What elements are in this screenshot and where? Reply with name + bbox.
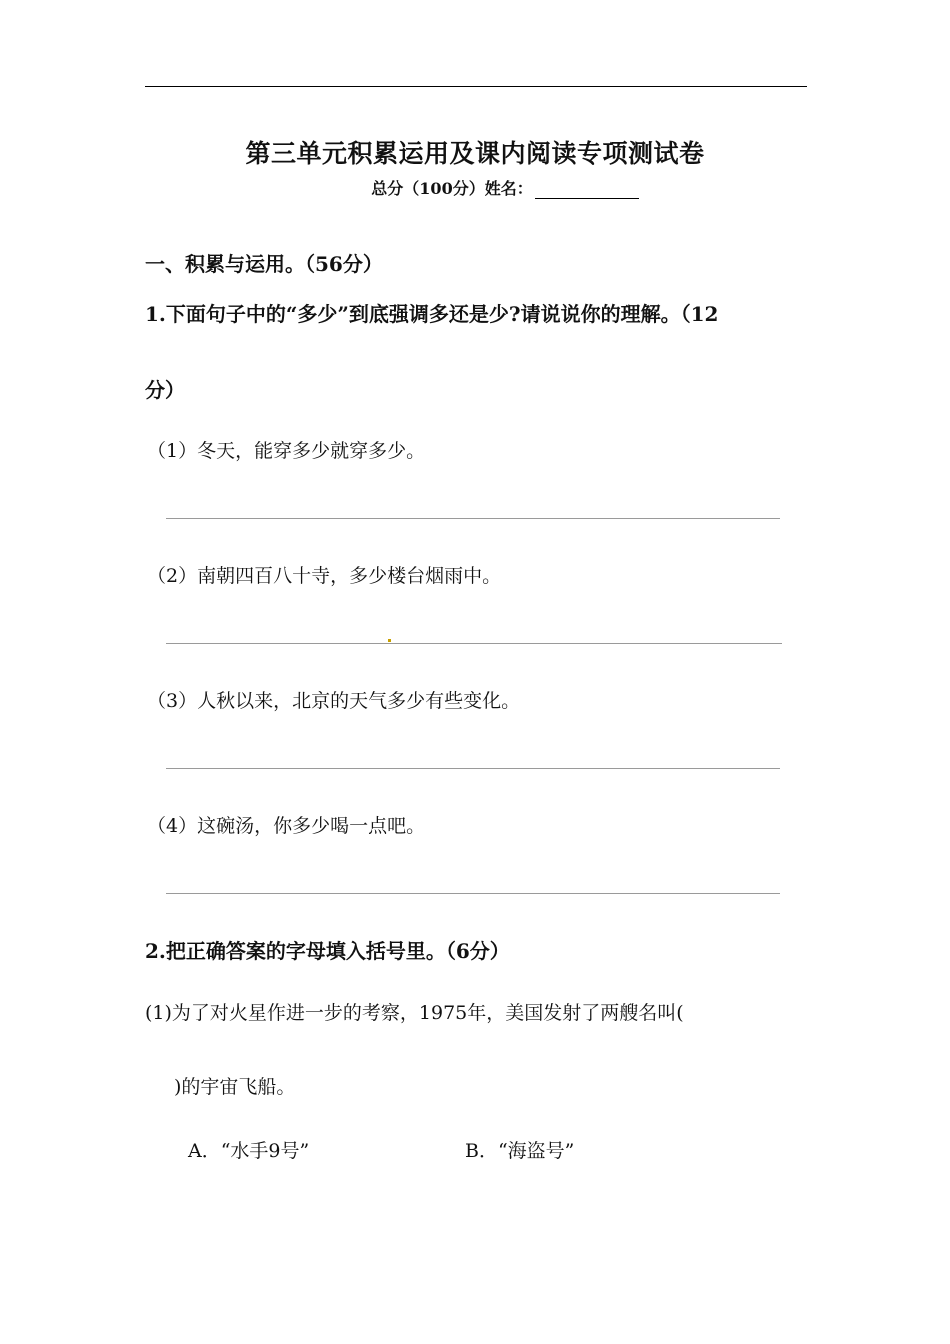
score-name-line [0, 176, 950, 199]
choice-b: B．“海盗号” [465, 1140, 575, 1162]
section-heading: 一、积累与运用。（56分） [145, 252, 383, 276]
answer-line-1[interactable] [166, 518, 780, 519]
question-1-item-1: （1）冬天，能穿多少就穿多少。 [147, 440, 426, 462]
question-1-item-4: （4）这碗汤，你多少喝一点吧。 [147, 815, 426, 837]
answer-line-2[interactable] [166, 643, 782, 644]
question-1-line-1: 1.下面句子中的“多少”到底强调多还是少?请说说你的理解。（12 [145, 302, 719, 326]
question-2-sub-1-line-2: )的宇宙飞船。 [174, 1076, 296, 1098]
top-rule [145, 86, 807, 87]
question-1-item-2: （2）南朝四百八十寺，多少楼台烟雨中。 [147, 565, 502, 587]
score-label: 总分（100分）姓名： [371, 179, 533, 198]
answer-line-3[interactable] [166, 768, 780, 769]
question-1-line-2: 分） [145, 378, 185, 402]
choice-a: A．“水手9号” [188, 1140, 310, 1162]
question-2-sub-1-line-1: (1)为了对火星作进一步的考察，1975年，美国发射了两艘名叫( [145, 1002, 684, 1024]
page-title: 第三单元积累运用及课内阅读专项测试卷 [245, 139, 705, 168]
question-2-heading: 2.把正确答案的字母填入括号里。（6分） [145, 939, 510, 963]
name-blank[interactable] [535, 180, 639, 199]
answer-line-4[interactable] [166, 893, 780, 894]
question-1-item-3: （3）人秋以来，北京的天气多少有些变化。 [147, 690, 521, 712]
stray-dot [388, 639, 391, 642]
